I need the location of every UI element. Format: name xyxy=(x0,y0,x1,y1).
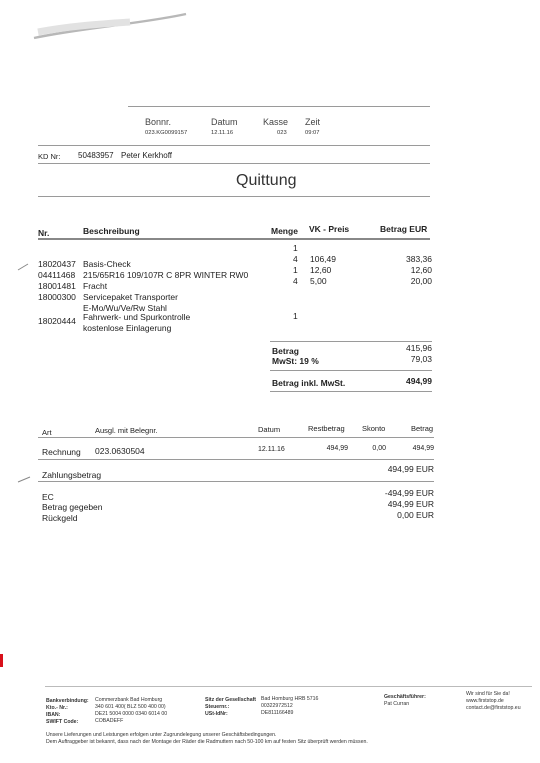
document-title: Quittung xyxy=(236,172,297,189)
item-price-column xyxy=(310,254,336,287)
pay-header-skonto: Skonto xyxy=(362,424,386,433)
bank-value: Commerzbank Bad Homburg xyxy=(95,697,163,703)
bank-label: SWIFT Code: xyxy=(46,719,79,725)
punch-mark-bottom xyxy=(16,474,32,484)
col-header-beschreibung: Beschreibung xyxy=(83,226,140,236)
red-margin-mark xyxy=(0,654,3,667)
betrag-gegeben-label: Betrag gegeben xyxy=(42,502,103,512)
sitz-value: DE811166489 xyxy=(261,710,294,716)
item-menge-column xyxy=(293,243,298,287)
rueckgeld-label: Rückgeld xyxy=(42,513,78,523)
zeit-label: Zeit xyxy=(305,117,321,127)
sitz-label: Sitz der Gesellschaft xyxy=(205,697,257,703)
item-nr: 18000300 xyxy=(38,292,76,302)
legal-note-line: Dem Auftraggeber ist bekannt, dass nach der Montage der Räder die Radmuttern nach 50-100 km auf festen Sitz überprüft werden müssen. xyxy=(46,739,368,745)
kasse-label: Kasse xyxy=(263,117,289,127)
item-nr: 18001481 xyxy=(38,281,76,291)
pay-datum: 12.11.16 xyxy=(258,446,285,453)
payment-method-label: EC xyxy=(42,492,54,502)
col-header-nr: Nr. xyxy=(38,228,50,238)
kasse-value: 023 xyxy=(277,130,287,136)
item-desc: E-Mo/Wu/Ve/Rw Stahl xyxy=(83,303,167,313)
item-price: 5,00 xyxy=(310,276,327,286)
bonnr-label: Bonnr. xyxy=(145,117,172,127)
header-rule xyxy=(38,145,430,146)
payment-header-rule xyxy=(38,437,434,438)
legal-note-line: Unsere Lieferungen und Leistungen erfolgen unter Zugrundelegung unserer Geschäftsbedingungen. xyxy=(46,732,277,738)
legal-note xyxy=(46,732,368,746)
sitz-label: Steuernr.: xyxy=(205,704,230,710)
payment-method-value: -494,99 EUR xyxy=(384,488,434,498)
pay-betrag: 494,99 xyxy=(412,445,434,452)
customer-label: KD Nr: xyxy=(38,152,61,161)
total-bottom-rule xyxy=(270,391,432,392)
item-betrag: 383,36 xyxy=(406,254,432,264)
pay-header-restbetrag: Restbetrag xyxy=(308,424,345,433)
pay-header-datum: Datum xyxy=(258,425,281,434)
bank-value: DE21 5004 0000 0340 6014 00 xyxy=(95,711,168,717)
sitz-value: Bad Homburg HRB 5716 xyxy=(261,696,319,702)
betrag-gegeben-value: 494,99 EUR xyxy=(387,499,434,509)
pay-art: Rechnung xyxy=(42,447,81,457)
geschaeftsfuehrer-value: Pat Curran xyxy=(384,701,410,707)
sitz-labels xyxy=(205,697,256,718)
bank-labels xyxy=(46,698,89,726)
item-desc: kostenlose Einlagerung xyxy=(83,323,172,333)
sitz-values xyxy=(261,696,318,717)
total-value: 494,99 xyxy=(406,376,432,386)
customer-rule xyxy=(38,163,430,164)
item-price: 12,60 xyxy=(310,265,332,275)
item-desc: Basis-Check xyxy=(83,259,131,269)
pay-restbetrag: 494,99 xyxy=(326,445,348,452)
website-link[interactable]: www.firststop.de xyxy=(466,698,504,704)
bank-label: IBAN: xyxy=(46,712,61,718)
item-nr: 18020437 xyxy=(38,259,76,269)
totals-rule xyxy=(270,341,432,342)
item-nr: 18020444 xyxy=(38,316,76,326)
customer-number: 50483957 xyxy=(78,151,114,160)
punch-mark-top xyxy=(16,262,30,272)
zahlung-label: Zahlungsbetrag xyxy=(42,470,102,480)
item-nr: 04411468 xyxy=(38,270,76,280)
item-menge: 4 xyxy=(293,254,298,264)
pay-header-ausgl: Ausgl. mit Belegnr. xyxy=(95,426,158,435)
bank-value: 340 601 400( BLZ 500 400 00) xyxy=(95,704,166,710)
col-header-menge: Menge xyxy=(271,226,298,236)
item-menge: 4 xyxy=(293,276,298,286)
bonnr-value: 023.KG0099157 xyxy=(145,130,188,136)
datum-value: 12.11.16 xyxy=(211,130,234,136)
total-rule xyxy=(270,370,432,371)
pay-header-art: Art xyxy=(42,428,52,437)
item-menge: 1 xyxy=(293,243,298,253)
bank-label: Bankverbindung: xyxy=(46,698,89,704)
scan-smudge xyxy=(30,6,190,46)
item-menge: 1 xyxy=(293,265,298,275)
item-price: 106,49 xyxy=(310,254,336,264)
bank-values xyxy=(95,697,167,725)
mwst-label: MwSt: 19 % xyxy=(272,356,319,366)
title-rule xyxy=(38,196,430,197)
footer-rule xyxy=(45,686,532,687)
col-header-betrag: Betrag EUR xyxy=(380,224,428,234)
payment-row-rule xyxy=(38,459,434,460)
item-betrag: 20,00 xyxy=(410,276,432,286)
geschaeftsfuehrer-label: Geschäftsführer: xyxy=(384,694,426,700)
total-label: Betrag inkl. MwSt. xyxy=(272,378,346,388)
bank-label: Kto.- Nr.: xyxy=(46,705,68,711)
item-desc: Servicepaket Transporter xyxy=(83,292,178,302)
bank-value: COBADEFF xyxy=(95,718,124,724)
pay-belegnr: 023.0630504 xyxy=(95,446,145,456)
col-header-vk-preis: VK - Preis xyxy=(309,224,350,234)
item-menge: 1 xyxy=(293,311,298,321)
pay-header-betrag: Betrag xyxy=(411,424,434,433)
item-betrag-column xyxy=(380,254,432,287)
betrag-value: 415,96 xyxy=(406,343,432,353)
item-desc-column xyxy=(83,248,248,314)
item-betrag: 12,60 xyxy=(410,265,432,275)
zahlung-value: 494,99 EUR xyxy=(387,464,434,474)
top-rule xyxy=(128,106,430,107)
sitz-value: 00322972512 xyxy=(261,703,293,709)
item-desc: 215/65R16 109/107R C 8PR WINTER RW0 xyxy=(83,270,249,280)
sitz-label: USt-IdNr: xyxy=(205,711,228,717)
rueckgeld-value: 0,00 EUR xyxy=(397,510,434,520)
items-header-rule xyxy=(38,238,430,240)
item-nr-column xyxy=(38,248,76,303)
datum-label: Datum xyxy=(211,117,238,127)
mwst-value: 79,03 xyxy=(410,354,432,364)
customer-name: Peter Kerkhoff xyxy=(121,151,172,160)
betrag-label: Betrag xyxy=(272,346,299,356)
item-desc: Fracht xyxy=(83,281,108,291)
item-desc: Fahrwerk- und Spurkontrolle xyxy=(83,312,191,322)
zahlung-rule xyxy=(38,481,434,482)
contact-block xyxy=(466,691,521,712)
zeit-value: 09:07 xyxy=(305,130,320,136)
contact-line: Wir sind für Sie da! xyxy=(466,691,510,697)
pay-skonto: 0,00 xyxy=(372,445,386,452)
email-link[interactable]: contact.de@firststop.eu xyxy=(466,705,521,711)
